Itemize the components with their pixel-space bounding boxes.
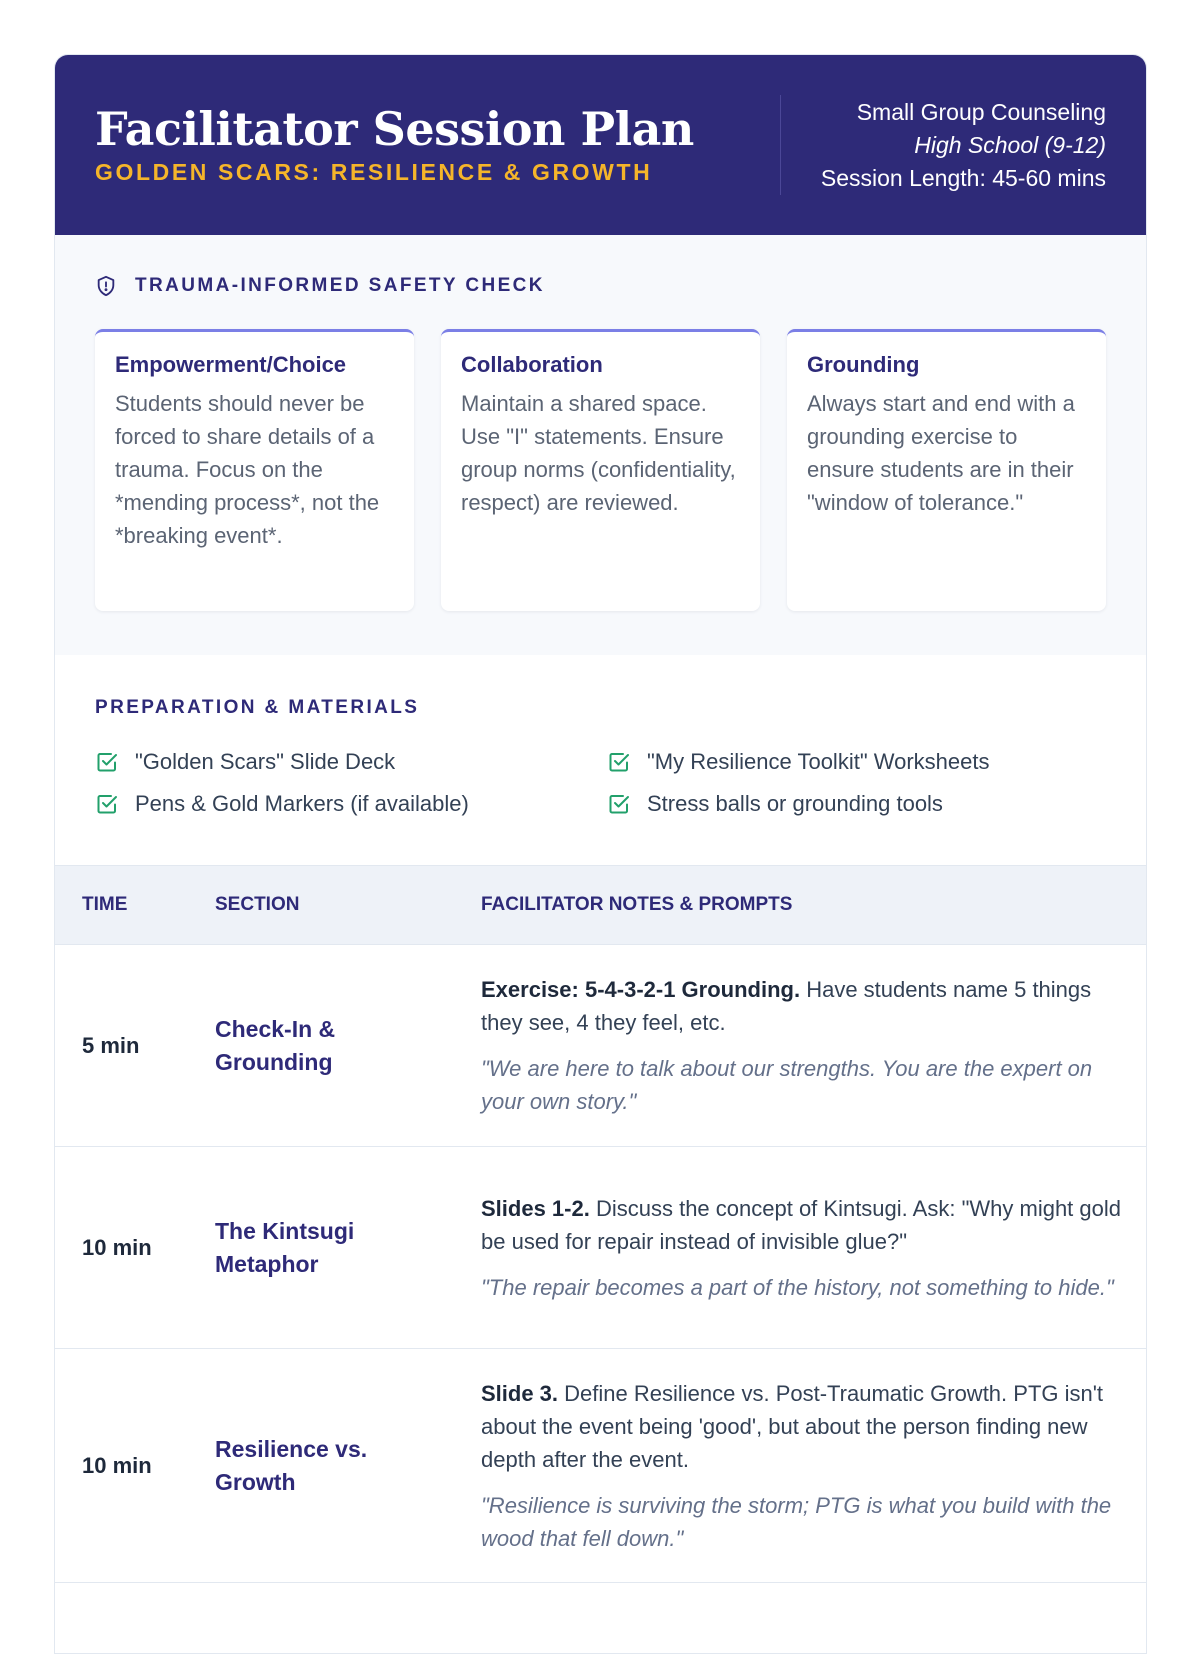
notes-lead: Slide 3. [481, 1380, 559, 1406]
table-row [55, 1349, 1146, 1583]
material-item [95, 791, 607, 817]
pillar-text: Maintain a shared space. Use "I" statements. Ensure group norms (confidentiality, respect) are reviewed. [461, 391, 736, 515]
pillar-title: Collaboration [461, 352, 603, 377]
row-notes [481, 973, 1146, 1118]
notes-quote: "We are here to talk about our strengths. You are the expert on your own story." [481, 1056, 1093, 1114]
pillar-text: Students should never be forced to share details of a trauma. Focus on the *mending process*, not the *breaking event*. [115, 391, 380, 548]
notes-lead: Slides 1-2. [481, 1195, 590, 1221]
plan-header [55, 55, 1146, 235]
shield-icon [95, 275, 117, 297]
page-subtitle: GOLDEN SCARS: RESILIENCE & GROWTH [95, 158, 653, 185]
safety-check-label: TRAUMA-INFORMED SAFETY CHECK [135, 275, 545, 296]
pillar-card [441, 329, 760, 611]
row-section: Check-In & Grounding [215, 1015, 336, 1075]
notes-body: Discuss the concept of Kintsugi. Ask: "Why might gold be used for repair instead of invisible glue?" [481, 1195, 1122, 1254]
material-label: "Golden Scars" Slide Deck [135, 749, 396, 774]
header-divider [780, 95, 781, 195]
notes-lead: Exercise: 5-4-3-2-1 Grounding. [481, 977, 801, 1002]
materials-list [95, 749, 1106, 817]
material-label: "My Resilience Toolkit" Worksheets [647, 749, 990, 774]
pillar-card [95, 329, 414, 611]
page-title: Facilitator Session Plan [95, 102, 694, 157]
session-plan-card [54, 54, 1147, 1654]
row-section: The Kintsugi Metaphor [215, 1217, 355, 1277]
row-time: 10 min [82, 1452, 152, 1478]
row-notes [481, 1377, 1146, 1555]
table-header-row [55, 865, 1146, 945]
notes-text [481, 1377, 1122, 1476]
session-format: Small Group Counseling [856, 98, 1106, 125]
checkbox-checked-icon [607, 792, 631, 816]
row-time: 5 min [82, 1032, 140, 1058]
checkbox-checked-icon [95, 792, 119, 816]
notes-body: Define Resilience vs. Post-Traumatic Growth. PTG isn't about the event being 'good', but about the person finding new depth after the event. [481, 1380, 1104, 1472]
material-item [607, 749, 1087, 775]
pillar-title: Grounding [807, 352, 920, 377]
session-meta [821, 96, 1106, 195]
preparation-section [55, 655, 1146, 865]
notes-quote: "Resilience is surviving the storm; PTG is what you build with the wood that fell down." [481, 1492, 1112, 1551]
notes-body: Have students name 5 things they see, 4 they feel, etc. [481, 977, 1092, 1035]
notes-text [481, 973, 1122, 1039]
preparation-heading: PREPARATION & MATERIALS [95, 697, 420, 718]
header-time: TIME [82, 894, 128, 915]
material-item [95, 749, 607, 775]
header-notes: FACILITATOR NOTES & PROMPTS [481, 894, 793, 915]
row-section: Resilience vs. Growth [215, 1435, 368, 1495]
pillar-title: Empowerment/Choice [115, 352, 347, 377]
material-label: Pens & Gold Markers (if available) [135, 791, 469, 816]
material-label: Stress balls or grounding tools [647, 791, 943, 816]
row-time: 10 min [82, 1234, 152, 1260]
table-row [55, 945, 1146, 1147]
session-grade: High School (9-12) [914, 131, 1106, 158]
header-titles [95, 104, 760, 186]
safety-check-heading [95, 275, 1106, 297]
session-length: Session Length: 45-60 mins [820, 164, 1106, 191]
header-section: SECTION [215, 894, 300, 915]
row-notes [481, 1192, 1146, 1304]
pillar-text: Always start and end with a grounding exercise to ensure students are in their "window of tolerance." [807, 391, 1075, 515]
safety-pillars [95, 329, 1106, 611]
notes-quote: "The repair becomes a part of the history, not something to hide." [481, 1274, 1114, 1300]
pillar-card [787, 329, 1106, 611]
safety-check-section [55, 235, 1146, 655]
checkbox-checked-icon [607, 750, 631, 774]
table-row [55, 1147, 1146, 1349]
material-item [607, 791, 1087, 817]
checkbox-checked-icon [95, 750, 119, 774]
notes-text [481, 1192, 1122, 1258]
agenda-table [55, 865, 1146, 1583]
